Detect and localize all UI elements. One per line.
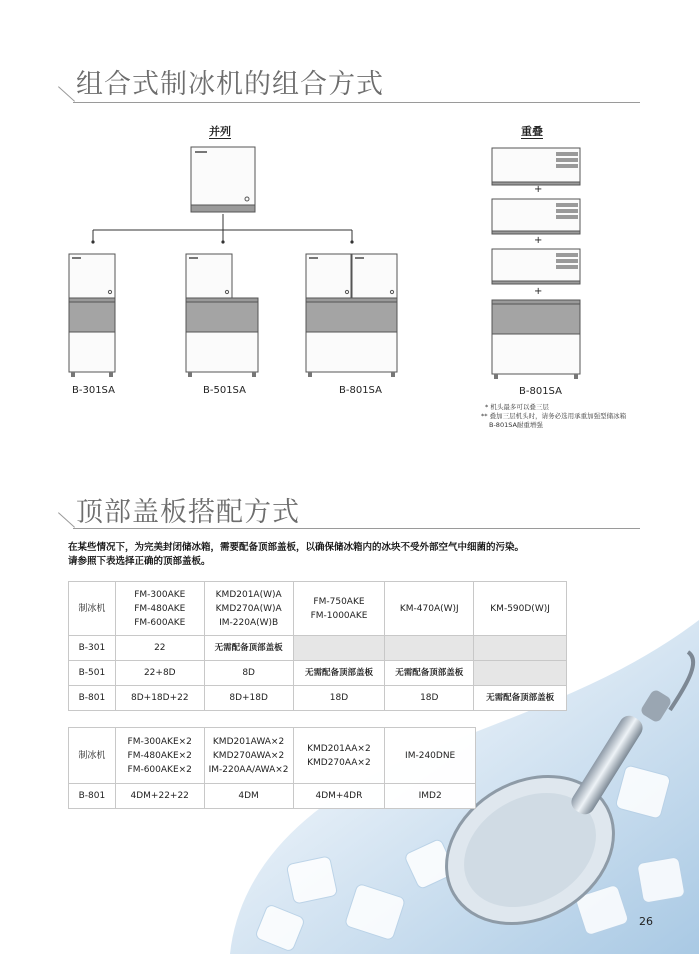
header-cell-fm-series: FM-300AKE FM-480AKE FM-600AKE (115, 582, 204, 636)
description-line-2: 请参照下表选择正确的顶部盖板。 (68, 556, 211, 567)
title-underline-diagonal (58, 86, 75, 101)
header-cell-kmd-series: KMD201AWA×2 KMD270AWA×2 IM-220AA/AWA×2 (204, 728, 293, 784)
row-cell-empty (474, 636, 567, 661)
description-line-1: 在某些情况下，为完美封闭储冰箱，需要配备顶部盖板，以确保储冰箱内的冰块不受外部空气中细菌的污染。 (68, 542, 525, 553)
row-model: B-801 (69, 784, 116, 809)
header-cell-fm750-series: FM-750AKE FM-1000AKE (293, 582, 385, 636)
header-cell-kmd-aa-series: KMD201AA×2 KMD270AA×2 (293, 728, 385, 784)
stack-combination-diagram (486, 142, 586, 382)
row-cell: 无需配备顶部盖板 (385, 661, 474, 686)
stack-label: 重叠 (521, 125, 543, 138)
section-title-combination: 组合式制冰机的组合方式 (76, 69, 384, 100)
top-cover-table-2 (68, 727, 476, 809)
stack-plus-2: + (534, 235, 543, 246)
row-cell: 无需配备顶部盖板 (204, 636, 293, 661)
table-header-row (69, 582, 567, 636)
header-cell-fm-series: FM-300AKE×2 FM-480AKE×2 FM-600AKE×2 (115, 728, 204, 784)
row-cell-empty (385, 636, 474, 661)
row-cell: 8D+18D+22 (115, 686, 204, 711)
row-cell: 18D (385, 686, 474, 711)
model-label-b301sa: B-301SA (72, 385, 115, 396)
page-number: 26 (639, 915, 653, 928)
row-cell: 22 (115, 636, 204, 661)
row-cell: 8D (204, 661, 293, 686)
table-row (69, 661, 567, 686)
header-cell-kmd-series: KMD201A(W)A KMD270A(W)A IM-220A(W)B (204, 582, 293, 636)
row-cell: 4DM+22+22 (115, 784, 204, 809)
model-label-b501sa: B-501SA (203, 385, 246, 396)
header-cell-label: 制冰机 (69, 728, 116, 784)
table-row (69, 636, 567, 661)
row-cell: 8D+18D (204, 686, 293, 711)
header-cell-im240: IM-240DNE (385, 728, 476, 784)
title-underline-diagonal (58, 512, 75, 527)
table-row (69, 686, 567, 711)
row-model: B-801 (69, 686, 116, 711)
header-cell-km470: KM-470A(W)J (385, 582, 474, 636)
parallel-combination-diagram (60, 142, 410, 382)
row-cell-empty (474, 661, 567, 686)
stack-note-1: * 机头最多可以叠三层 (485, 403, 549, 411)
row-cell: 22+8D (115, 661, 204, 686)
header-cell-km590: KM-590D(W)J (474, 582, 567, 636)
table-header-row (69, 728, 476, 784)
row-cell: 4DM (204, 784, 293, 809)
row-cell: IMD2 (385, 784, 476, 809)
header-cell-label: 制冰机 (69, 582, 116, 636)
row-cell: 18D (293, 686, 385, 711)
title-underline (73, 102, 640, 103)
parallel-label: 并列 (209, 125, 231, 138)
stack-plus-1: + (534, 184, 543, 195)
row-cell: 无需配备顶部盖板 (474, 686, 567, 711)
row-cell-empty (293, 636, 385, 661)
title-underline (73, 528, 640, 529)
stack-note-2: ** 叠加三层机头时，请务必选用承重加强型储冰箱 (481, 412, 627, 420)
section-title-top-cover: 顶部盖板搭配方式 (76, 497, 300, 528)
table-row (69, 784, 476, 809)
model-label-b801sa: B-801SA (339, 385, 382, 396)
top-cover-table-1 (68, 581, 567, 711)
row-cell: 4DM+4DR (293, 784, 385, 809)
row-model: B-301 (69, 636, 116, 661)
stack-note-3: B-801SA耐重增强 (489, 421, 543, 429)
model-label-b801sa-stack: B-801SA (519, 386, 562, 397)
stack-plus-3: + (534, 286, 543, 297)
row-cell: 无需配备顶部盖板 (293, 661, 385, 686)
row-model: B-501 (69, 661, 116, 686)
